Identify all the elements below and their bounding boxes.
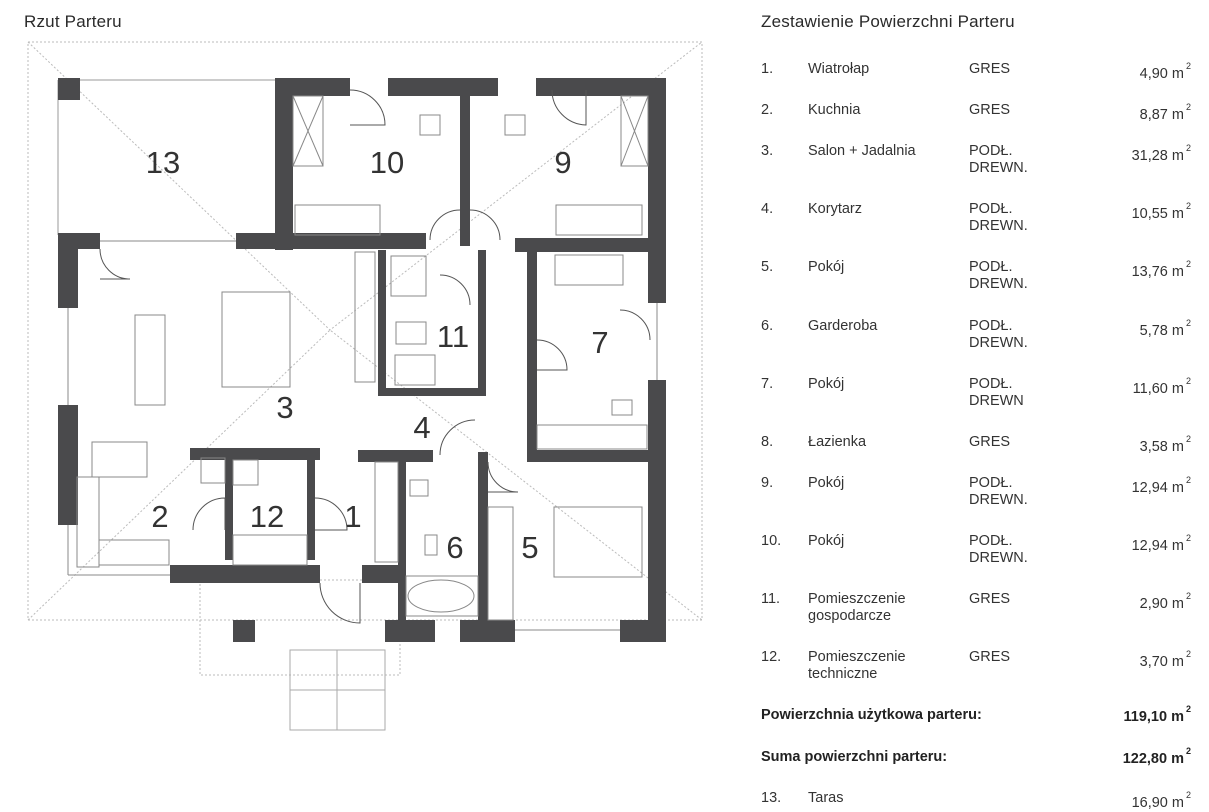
row-finish: PODŁ. DREWN.: [969, 201, 1028, 234]
row-area: 8,87 m $^2$: [1139, 102, 1191, 123]
row-number: 10.: [761, 533, 782, 549]
room-label-13: 13: [145, 145, 181, 180]
row-name: Salon + Jadalnia: [808, 143, 916, 159]
row-name: Pomieszczenie gospodarcze: [808, 591, 906, 624]
row-finish: PODŁ. DREWN.: [969, 533, 1028, 566]
room-label-7: 7: [591, 325, 609, 360]
row-area: 12,94 m $^2$: [1131, 475, 1191, 496]
row-finish: PODŁ. DREWN.: [969, 259, 1028, 292]
row-name: Pokój: [808, 376, 845, 392]
row-area: 5,78 m $^2$: [1139, 318, 1191, 339]
row-name: Pokój: [808, 533, 845, 549]
row-area: 11,60 m $^2$: [1132, 376, 1191, 397]
row-area: 3,70 m $^2$: [1139, 649, 1191, 670]
row-name: Pokój: [808, 259, 845, 275]
row-number: 6.: [761, 318, 774, 334]
row-number: 13.: [761, 790, 782, 806]
row-number: 1.: [761, 61, 774, 77]
room-label-12: 12: [249, 499, 285, 534]
row-finish: PODŁ. DREWN.: [969, 143, 1028, 176]
row-name: Łazienka: [808, 434, 867, 450]
row-number: 5.: [761, 259, 774, 275]
row-name: Wiatrołap: [808, 61, 870, 77]
room-label-10: 10: [369, 145, 405, 180]
row-number: 8.: [761, 434, 774, 450]
row-number: 12.: [761, 649, 782, 665]
row-finish: GRES: [969, 649, 1011, 665]
row-number: 3.: [761, 143, 774, 159]
row-area: 10,55 m $^2$: [1131, 201, 1191, 222]
row-number: 9.: [761, 475, 774, 491]
row-name: Kuchnia: [808, 102, 861, 118]
row-name: Garderoba: [808, 318, 878, 334]
row-area: 13,76 m $^2$: [1131, 259, 1191, 280]
row-finish: PODŁ. DREWN: [969, 376, 1024, 409]
plan-title: Rzut Parteru: [24, 12, 122, 31]
row-name: Korytarz: [808, 201, 862, 217]
row-finish: GRES: [969, 61, 1011, 77]
row-name: Taras: [808, 790, 844, 806]
row-area: 2,90 m $^2$: [1139, 591, 1191, 612]
row-area: 3,58 m $^2$: [1139, 434, 1191, 455]
row-name: Pomieszczenie techniczne: [808, 649, 906, 682]
room-label-9: 9: [554, 145, 572, 180]
entrance-steps: [290, 650, 385, 730]
total-area-value: 122,80 m $^2$: [1122, 746, 1191, 767]
row-finish: PODŁ. DREWN.: [969, 475, 1028, 508]
row-finish: PODŁ. DREWN.: [969, 318, 1028, 351]
row-area: 16,90 m $^2$: [1131, 790, 1191, 811]
row-number: 2.: [761, 102, 774, 118]
row-finish: GRES: [969, 591, 1011, 607]
room-label-2: 2: [151, 499, 169, 534]
total-area-label: Suma powierzchni parteru:: [761, 749, 948, 765]
row-area: 12,94 m $^2$: [1131, 533, 1191, 554]
table-title: Zestawienie Powierzchni Parteru: [761, 12, 1015, 31]
row-number: 7.: [761, 376, 774, 392]
row-name: Pokój: [808, 475, 845, 491]
row-number: 4.: [761, 201, 774, 217]
row-number: 11.: [761, 591, 781, 607]
row-finish: GRES: [969, 434, 1011, 450]
room-label-11: 11: [436, 319, 470, 354]
usable-area-label: Powierzchnia użytkowa parteru:: [761, 707, 982, 723]
room-label-4: 4: [413, 410, 431, 445]
room-label-3: 3: [276, 390, 294, 425]
row-finish: GRES: [969, 102, 1011, 118]
room-label-1: 1: [344, 499, 362, 534]
row-area: 4,90 m $^2$: [1139, 61, 1191, 82]
usable-area-value: 119,10 m $^2$: [1123, 704, 1191, 725]
room-label-5: 5: [521, 530, 539, 565]
room-label-6: 6: [446, 530, 464, 565]
row-area: 31,28 m $^2$: [1131, 143, 1191, 164]
